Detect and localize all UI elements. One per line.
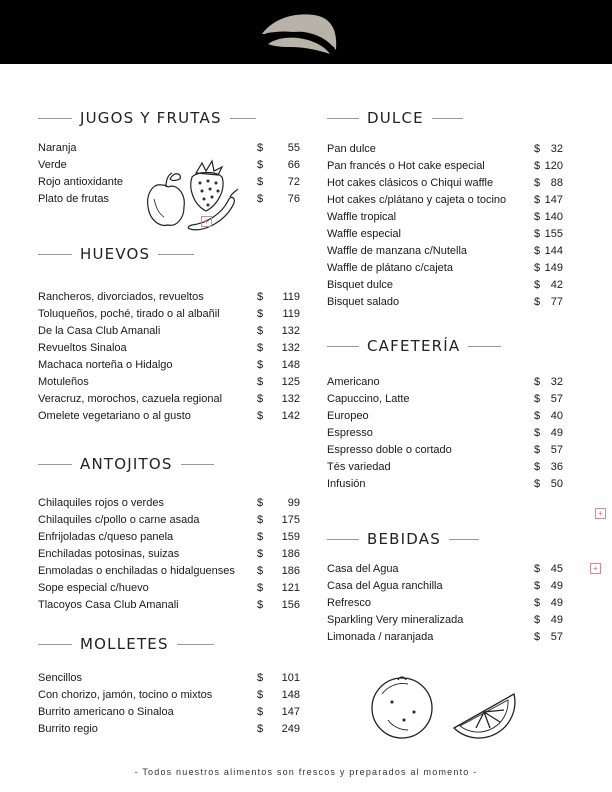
menu-list (38, 289, 300, 425)
menu-item-price: 148 (281, 359, 300, 371)
menu-item-price: 99 (287, 497, 300, 509)
menu-item-currency: $ (534, 631, 541, 643)
menu-item-name: Motuleños (38, 376, 89, 388)
menu-item-price: 57 (550, 393, 563, 405)
menu-item (327, 425, 575, 442)
menu-item-currency: $ (534, 262, 541, 274)
menu-item-name: Waffle de plátano c/cajeta (327, 262, 453, 274)
menu-item-price: 55 (287, 142, 300, 154)
menu-item (327, 612, 575, 629)
menu-item-currency: $ (534, 228, 541, 240)
menu-item (38, 391, 300, 408)
section-antojitos (38, 454, 300, 624)
menu-item-currency: $ (534, 614, 541, 626)
menu-item-price: 32 (550, 376, 563, 388)
menu-item-price: 175 (281, 514, 300, 526)
menu-item-price: 36 (550, 461, 563, 473)
menu-item-name: Naranja (38, 142, 77, 154)
menu-item-price: 120 (544, 160, 563, 172)
menu-item-currency: $ (257, 565, 264, 577)
menu-item-name: Waffle especial (327, 228, 401, 240)
menu-item-price: 156 (281, 599, 300, 611)
section-title-text: CAFETERÍA (367, 337, 461, 355)
menu-item-name: Pan francés o Hot cake especial (327, 160, 485, 172)
menu-item-name: Plato de frutas (38, 193, 109, 205)
menu-item-price: 76 (287, 193, 300, 205)
menu-item-price: 42 (550, 279, 563, 291)
menu-item-currency: $ (257, 497, 264, 509)
menu-item-price: 77 (550, 296, 563, 308)
menu-item (38, 374, 300, 391)
menu-item (327, 561, 575, 578)
section-title (38, 244, 194, 264)
menu-item-currency: $ (257, 706, 264, 718)
menu-item-name: Enmoladas o enchiladas o hidalguenses (38, 565, 235, 577)
menu-item-name: Americano (327, 376, 380, 388)
menu-item-name: Rancheros, divorciados, revueltos (38, 291, 204, 303)
menu-item-name: Casa del Agua ranchilla (327, 580, 443, 592)
menu-item-name: Sencillos (38, 672, 83, 684)
menu-item-price: 32 (550, 143, 563, 155)
menu-item-price: 132 (281, 393, 300, 405)
section-title (38, 454, 214, 474)
section-title-text: ANTOJITOS (80, 455, 173, 473)
menu-item-name: Tlacoyos Casa Club Amanali (38, 599, 179, 611)
menu-item-currency: $ (534, 245, 541, 257)
menu-item-currency: $ (534, 478, 541, 490)
menu-item (38, 306, 300, 323)
section-title-text: HUEVOS (80, 245, 151, 263)
section-title-text: BEBIDAS (367, 530, 441, 548)
menu-item-price: 50 (550, 478, 563, 490)
menu-item-name: Machaca norteña o Hidalgo (38, 359, 173, 371)
menu-item (327, 141, 575, 158)
menu-item-price: 119 (282, 308, 300, 320)
menu-item-currency: $ (534, 143, 541, 155)
menu-item (327, 175, 575, 192)
menu-item (38, 546, 300, 563)
menu-item-name: Omelete vegetariano o al gusto (38, 410, 191, 422)
menu-item (327, 476, 575, 493)
menu-item (38, 512, 300, 529)
section-dulce (327, 108, 577, 318)
menu-item-price: 40 (550, 410, 563, 422)
menu-item-price: 144 (544, 245, 563, 257)
menu-item-price: 149 (544, 262, 563, 274)
menu-item-name: Tés variedad (327, 461, 391, 473)
menu-item (327, 209, 575, 226)
menu-item-currency: $ (257, 689, 264, 701)
menu-item-currency: $ (257, 176, 264, 188)
menu-item-price: 57 (550, 631, 563, 643)
menu-item-name: Chilaquiles rojos o verdes (38, 497, 164, 509)
menu-item-name: Burrito americano o Sinaloa (38, 706, 174, 718)
menu-item (327, 408, 575, 425)
menu-item-name: Casa del Agua (327, 563, 399, 575)
menu-item-price: 147 (281, 706, 300, 718)
menu-item-currency: $ (257, 548, 264, 560)
menu-item-currency: $ (257, 308, 264, 320)
menu-item (38, 597, 300, 614)
menu-item-price: 142 (281, 410, 300, 422)
menu-item-name: Limonada / naranjada (327, 631, 434, 643)
menu-item-currency: $ (257, 342, 264, 354)
menu-item-name: Hot cakes clásicos o Chiqui waffle (327, 177, 494, 189)
menu-item-price: 57 (550, 444, 563, 456)
menu-item-price: 72 (287, 176, 300, 188)
menu-item-name: Revueltos Sinaloa (38, 342, 127, 354)
menu-item (38, 357, 300, 374)
annotation-mark-icon[interactable]: + (201, 216, 212, 227)
menu-item-currency: $ (257, 672, 264, 684)
menu-item-name: Toluqueños, poché, tirado o al albañil (38, 308, 220, 320)
menu-item (38, 580, 300, 597)
menu-item-currency: $ (257, 193, 264, 205)
menu-item (327, 294, 575, 311)
section-title (38, 634, 214, 654)
menu-item-price: 66 (287, 159, 300, 171)
menu-item (38, 323, 300, 340)
menu-item-currency: $ (534, 393, 541, 405)
menu-item (327, 243, 575, 260)
menu-item-price: 121 (281, 582, 300, 594)
menu-item-currency: $ (257, 159, 264, 171)
menu-item (38, 408, 300, 425)
menu-list (38, 495, 300, 614)
menu-item-currency: $ (534, 410, 541, 422)
section-title-text: DULCE (367, 109, 424, 127)
menu-list (327, 561, 575, 646)
menu-item (327, 391, 575, 408)
annotation-mark-icon[interactable]: + (590, 563, 601, 574)
menu-item-price: 49 (550, 580, 563, 592)
menu-item (327, 192, 575, 209)
annotation-mark-icon[interactable]: + (595, 508, 606, 519)
menu-item-price: 147 (544, 194, 563, 206)
menu-item (38, 670, 300, 687)
section-title-text: JUGOS Y FRUTAS (80, 109, 222, 127)
apple-strawberry-chili-illustration (144, 155, 240, 235)
menu-item-currency: $ (534, 211, 541, 223)
menu-item-price: 140 (544, 211, 563, 223)
section-molletes (38, 634, 300, 744)
menu-item-currency: $ (257, 410, 264, 422)
menu-item-currency: $ (534, 461, 541, 473)
menu-item (327, 442, 575, 459)
menu-item (327, 595, 575, 612)
menu-item-name: Sparkling Very mineralizada (327, 614, 464, 626)
menu-item-price: 49 (550, 427, 563, 439)
menu-item-name: Refresco (327, 597, 372, 609)
menu-item-name: Europeo (327, 410, 369, 422)
leaf-logo-icon (258, 10, 342, 56)
menu-item-currency: $ (534, 444, 541, 456)
menu-item-currency: $ (534, 427, 541, 439)
menu-item-name: Con chorizo, jamón, tocino o mixtos (38, 689, 213, 701)
menu-item-price: 49 (550, 597, 563, 609)
menu-item-price: 125 (281, 376, 300, 388)
menu-list (38, 670, 300, 738)
section-title (327, 529, 479, 549)
menu-item-name: Bisquet dulce (327, 279, 394, 291)
menu-item-name: Sope especial c/huevo (38, 582, 149, 594)
menu-item-price: 148 (281, 689, 300, 701)
section-title (327, 108, 463, 128)
menu-item-price: 45 (550, 563, 563, 575)
menu-item (327, 374, 575, 391)
menu-item (327, 459, 575, 476)
footer-note: - Todos nuestros alimentos son frescos y preparados al momento - (134, 767, 478, 777)
menu-item (327, 277, 575, 294)
menu-item-name: Chilaquiles c/pollo o carne asada (38, 514, 200, 526)
menu-item-name: Burrito regio (38, 723, 98, 735)
menu-item-name: Espresso doble o cortado (327, 444, 452, 456)
menu-list (327, 374, 575, 493)
header-bar (0, 0, 612, 64)
menu-item-currency: $ (534, 376, 541, 388)
orange-slice-illustration (368, 672, 524, 744)
menu-item-currency: $ (257, 393, 264, 405)
section-huevos (38, 244, 300, 434)
menu-item (38, 495, 300, 512)
menu-item (38, 704, 300, 721)
menu-item-currency: $ (257, 376, 264, 388)
section-cafeteria (327, 336, 577, 496)
menu-item-name: Verde (38, 159, 67, 171)
menu-item-currency: $ (534, 279, 541, 291)
menu-item-price: 119 (282, 291, 300, 303)
menu-item-currency: $ (257, 325, 264, 337)
menu-item-name: Waffle de manzana c/Nutella (327, 245, 468, 257)
menu-item-name: Pan dulce (327, 143, 376, 155)
menu-item-currency: $ (257, 531, 264, 543)
menu-item-currency: $ (257, 291, 264, 303)
menu-item (327, 260, 575, 277)
menu-item-name: Veracruz, morochos, cazuela regional (38, 393, 223, 405)
menu-item-name: Waffle tropical (327, 211, 397, 223)
menu-item (327, 158, 575, 175)
menu-item (327, 578, 575, 595)
menu-item (38, 721, 300, 738)
menu-item (38, 529, 300, 546)
menu-item-price: 186 (281, 565, 300, 577)
menu-item-currency: $ (257, 142, 264, 154)
menu-item-currency: $ (534, 296, 541, 308)
section-bebidas (327, 529, 577, 649)
menu-item-name: Infusión (327, 478, 366, 490)
menu-list (327, 141, 575, 311)
menu-item-price: 88 (550, 177, 563, 189)
section-title (38, 108, 256, 128)
menu-item-name: Enchiladas potosinas, suizas (38, 548, 180, 560)
menu-item-currency: $ (257, 359, 264, 371)
menu-item-price: 132 (281, 325, 300, 337)
menu-item-price: 249 (281, 723, 300, 735)
menu-item (327, 226, 575, 243)
menu-item-price: 159 (281, 531, 300, 543)
menu-item-name: De la Casa Club Amanali (38, 325, 161, 337)
menu-item-currency: $ (534, 160, 541, 172)
menu-item-currency: $ (257, 723, 264, 735)
menu-item-name: Hot cakes c/plátano y cajeta o tocino (327, 194, 507, 206)
menu-item-currency: $ (534, 177, 541, 189)
menu-item-price: 101 (281, 672, 300, 684)
menu-item-currency: $ (534, 580, 541, 592)
menu-item-price: 132 (281, 342, 300, 354)
menu-item-name: Enfrijoladas c/queso panela (38, 531, 174, 543)
menu-item-currency: $ (534, 194, 541, 206)
menu-item (38, 563, 300, 580)
menu-item (38, 289, 300, 306)
section-title (327, 336, 501, 356)
menu-item-currency: $ (534, 597, 541, 609)
menu-item-currency: $ (257, 582, 264, 594)
menu-item (38, 687, 300, 704)
menu-item-name: Bisquet salado (327, 296, 400, 308)
menu-item-price: 186 (281, 548, 300, 560)
menu-item-currency: $ (534, 563, 541, 575)
section-title-text: MOLLETES (80, 635, 169, 653)
menu-item-name: Espresso (327, 427, 373, 439)
menu-item (38, 340, 300, 357)
menu-item-price: 49 (550, 614, 563, 626)
menu-item-price: 155 (544, 228, 563, 240)
menu-item (327, 629, 575, 646)
menu-item-name: Rojo antioxidante (38, 176, 124, 188)
menu-item-currency: $ (257, 514, 264, 526)
menu-item-currency: $ (257, 599, 264, 611)
menu-item-name: Capuccino, Latte (327, 393, 410, 405)
